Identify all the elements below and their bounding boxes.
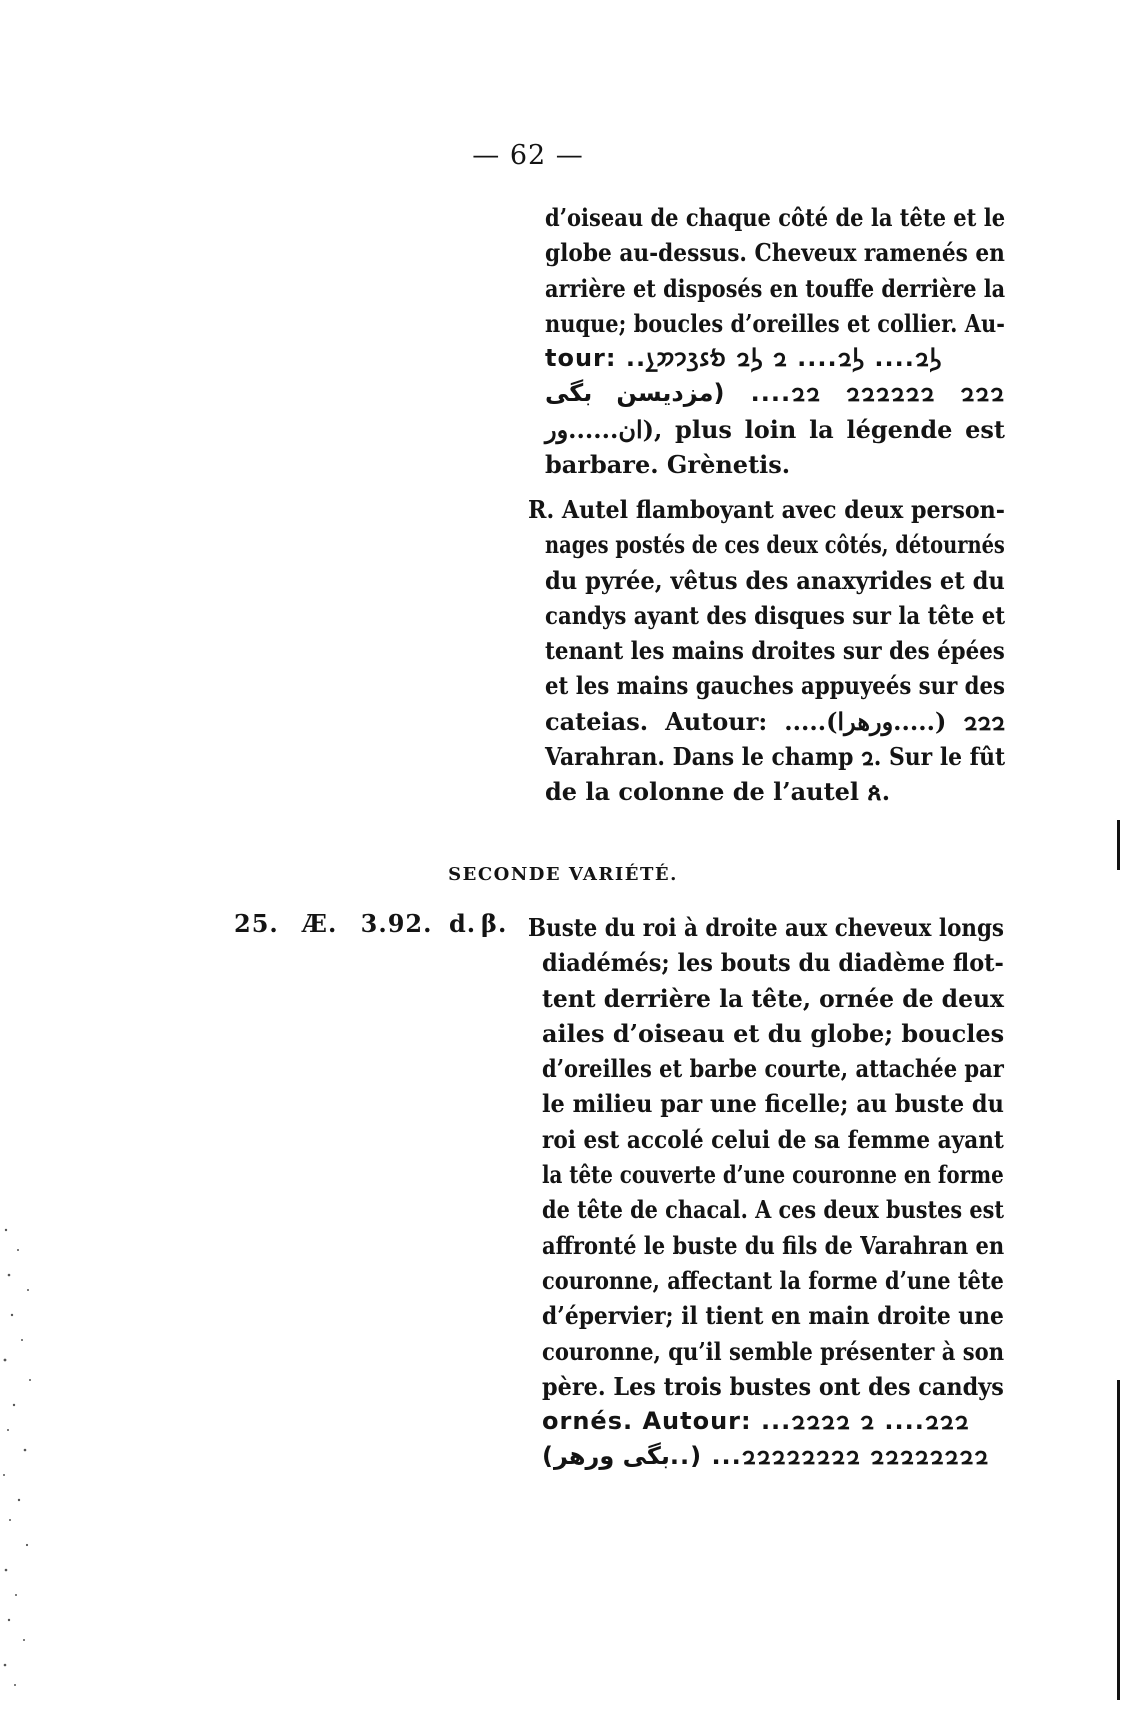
text-line-legend: tour: ..𐭫𐭥.... 𐭫𐭥.... 𐭥 𐭫𐭥 𐭬𐭦𐭣𐭩𐭮𐭭 <box>545 344 943 373</box>
text-line: candys ayant des disques sur la tête et <box>545 600 1006 630</box>
text-line: d’oreilles et barbe courte, attachée par <box>542 1054 1004 1084</box>
scan-edge-mark <box>1117 1380 1120 1700</box>
text-line: le milieu par une ficelle; au buste du <box>542 1089 1004 1119</box>
paragraph-reverse <box>528 492 1006 810</box>
text-line: R. Autel flamboyant avec deux person- <box>528 495 1005 524</box>
text-line: couronne, affectant la forme d’une tête <box>542 1265 1004 1295</box>
text-line-legend: 𐭥𐭥𐭥 𐭥𐭥𐭥𐭥𐭥𐭥 𐭥𐭥.... (مزدیسن بگی <box>545 379 1005 408</box>
text-line: cateias. Autour: .....𐭥𐭥𐭥 (.....ورهرا) <box>545 706 1005 736</box>
entry-metal: Æ. <box>302 909 338 938</box>
text-line: arrière et disposés en touffe derrière la <box>545 273 1006 303</box>
entry-label <box>234 909 508 938</box>
text-line: d’oiseau de chaque côté de la tête et le <box>545 203 1006 232</box>
text-line: couronne, qu’il semble présenter à son <box>542 1336 1005 1366</box>
text-line-legend: 𐭥𐭥𐭥𐭥𐭥𐭥𐭥𐭥 𐭥𐭥𐭥𐭥𐭥𐭥𐭥𐭥... (..بگی ورهر) <box>542 1442 990 1471</box>
text-line: de tête de chacal. A ces deux bustes est <box>542 1195 1004 1225</box>
paragraph-entry-25 <box>528 910 1005 1475</box>
entry-size: d. <box>449 909 477 938</box>
text-line: d’épervier; il tient en main droite une <box>542 1301 1004 1331</box>
text-line: la tête couverte d’une couronne en forme <box>542 1160 1004 1190</box>
text-line: de la colonne de l’autel ጰ. <box>545 777 891 807</box>
text-line: Buste du roi à droite aux cheveux longs <box>528 913 1004 942</box>
text-line: tenant les mains droites sur des épées <box>545 636 1005 666</box>
text-line: nuque; boucles d’oreilles et collier. Au- <box>545 308 1005 338</box>
section-heading: SECONDE VARIÉTÉ. <box>448 864 678 885</box>
entry-weight: 3.92. <box>360 909 433 938</box>
text-line-legend: ornés. Autour: ...𐭥𐭥𐭥.... 𐭥 𐭥𐭥𐭥𐭥 <box>542 1407 970 1436</box>
text-line: Varahran. Dans le champ 𐭥. Sur le fût <box>545 742 1006 772</box>
entry-rarity: β. <box>481 909 508 938</box>
text-line: nages postés de ces deux côtés, détournés <box>545 530 1005 560</box>
entry-number: 25. <box>234 909 279 938</box>
text-line: et les mains gauches appuyeés sur des <box>545 671 1005 701</box>
text-line: diadémés; les bouts du diadème flot- <box>542 948 1004 978</box>
text-line: du pyrée, vêtus des anaxyrides et du <box>545 565 1005 595</box>
text-line: roi est accolé celui de sa femme ayant <box>542 1124 1004 1154</box>
scan-speckle <box>0 1220 40 1700</box>
text-line: globe au-dessus. Cheveux ramenés en <box>545 238 1005 268</box>
text-line: tent derrière la tête, ornée de deux <box>542 983 1005 1013</box>
text-line: affronté le buste du fils de Varahran en <box>542 1230 1005 1260</box>
text-line: père. Les trois bustes ont des candys <box>542 1371 1004 1401</box>
text-line: ان......ور), plus loin la légende est <box>545 414 1005 444</box>
scan-edge-mark <box>1117 820 1120 870</box>
text-line: ailes d’oiseau et du globe; boucles <box>542 1018 1005 1048</box>
page-number: — 62 — <box>472 140 584 171</box>
paragraph-obverse-continued <box>545 200 1005 482</box>
text-line: barbare. Grènetis. <box>545 450 791 480</box>
